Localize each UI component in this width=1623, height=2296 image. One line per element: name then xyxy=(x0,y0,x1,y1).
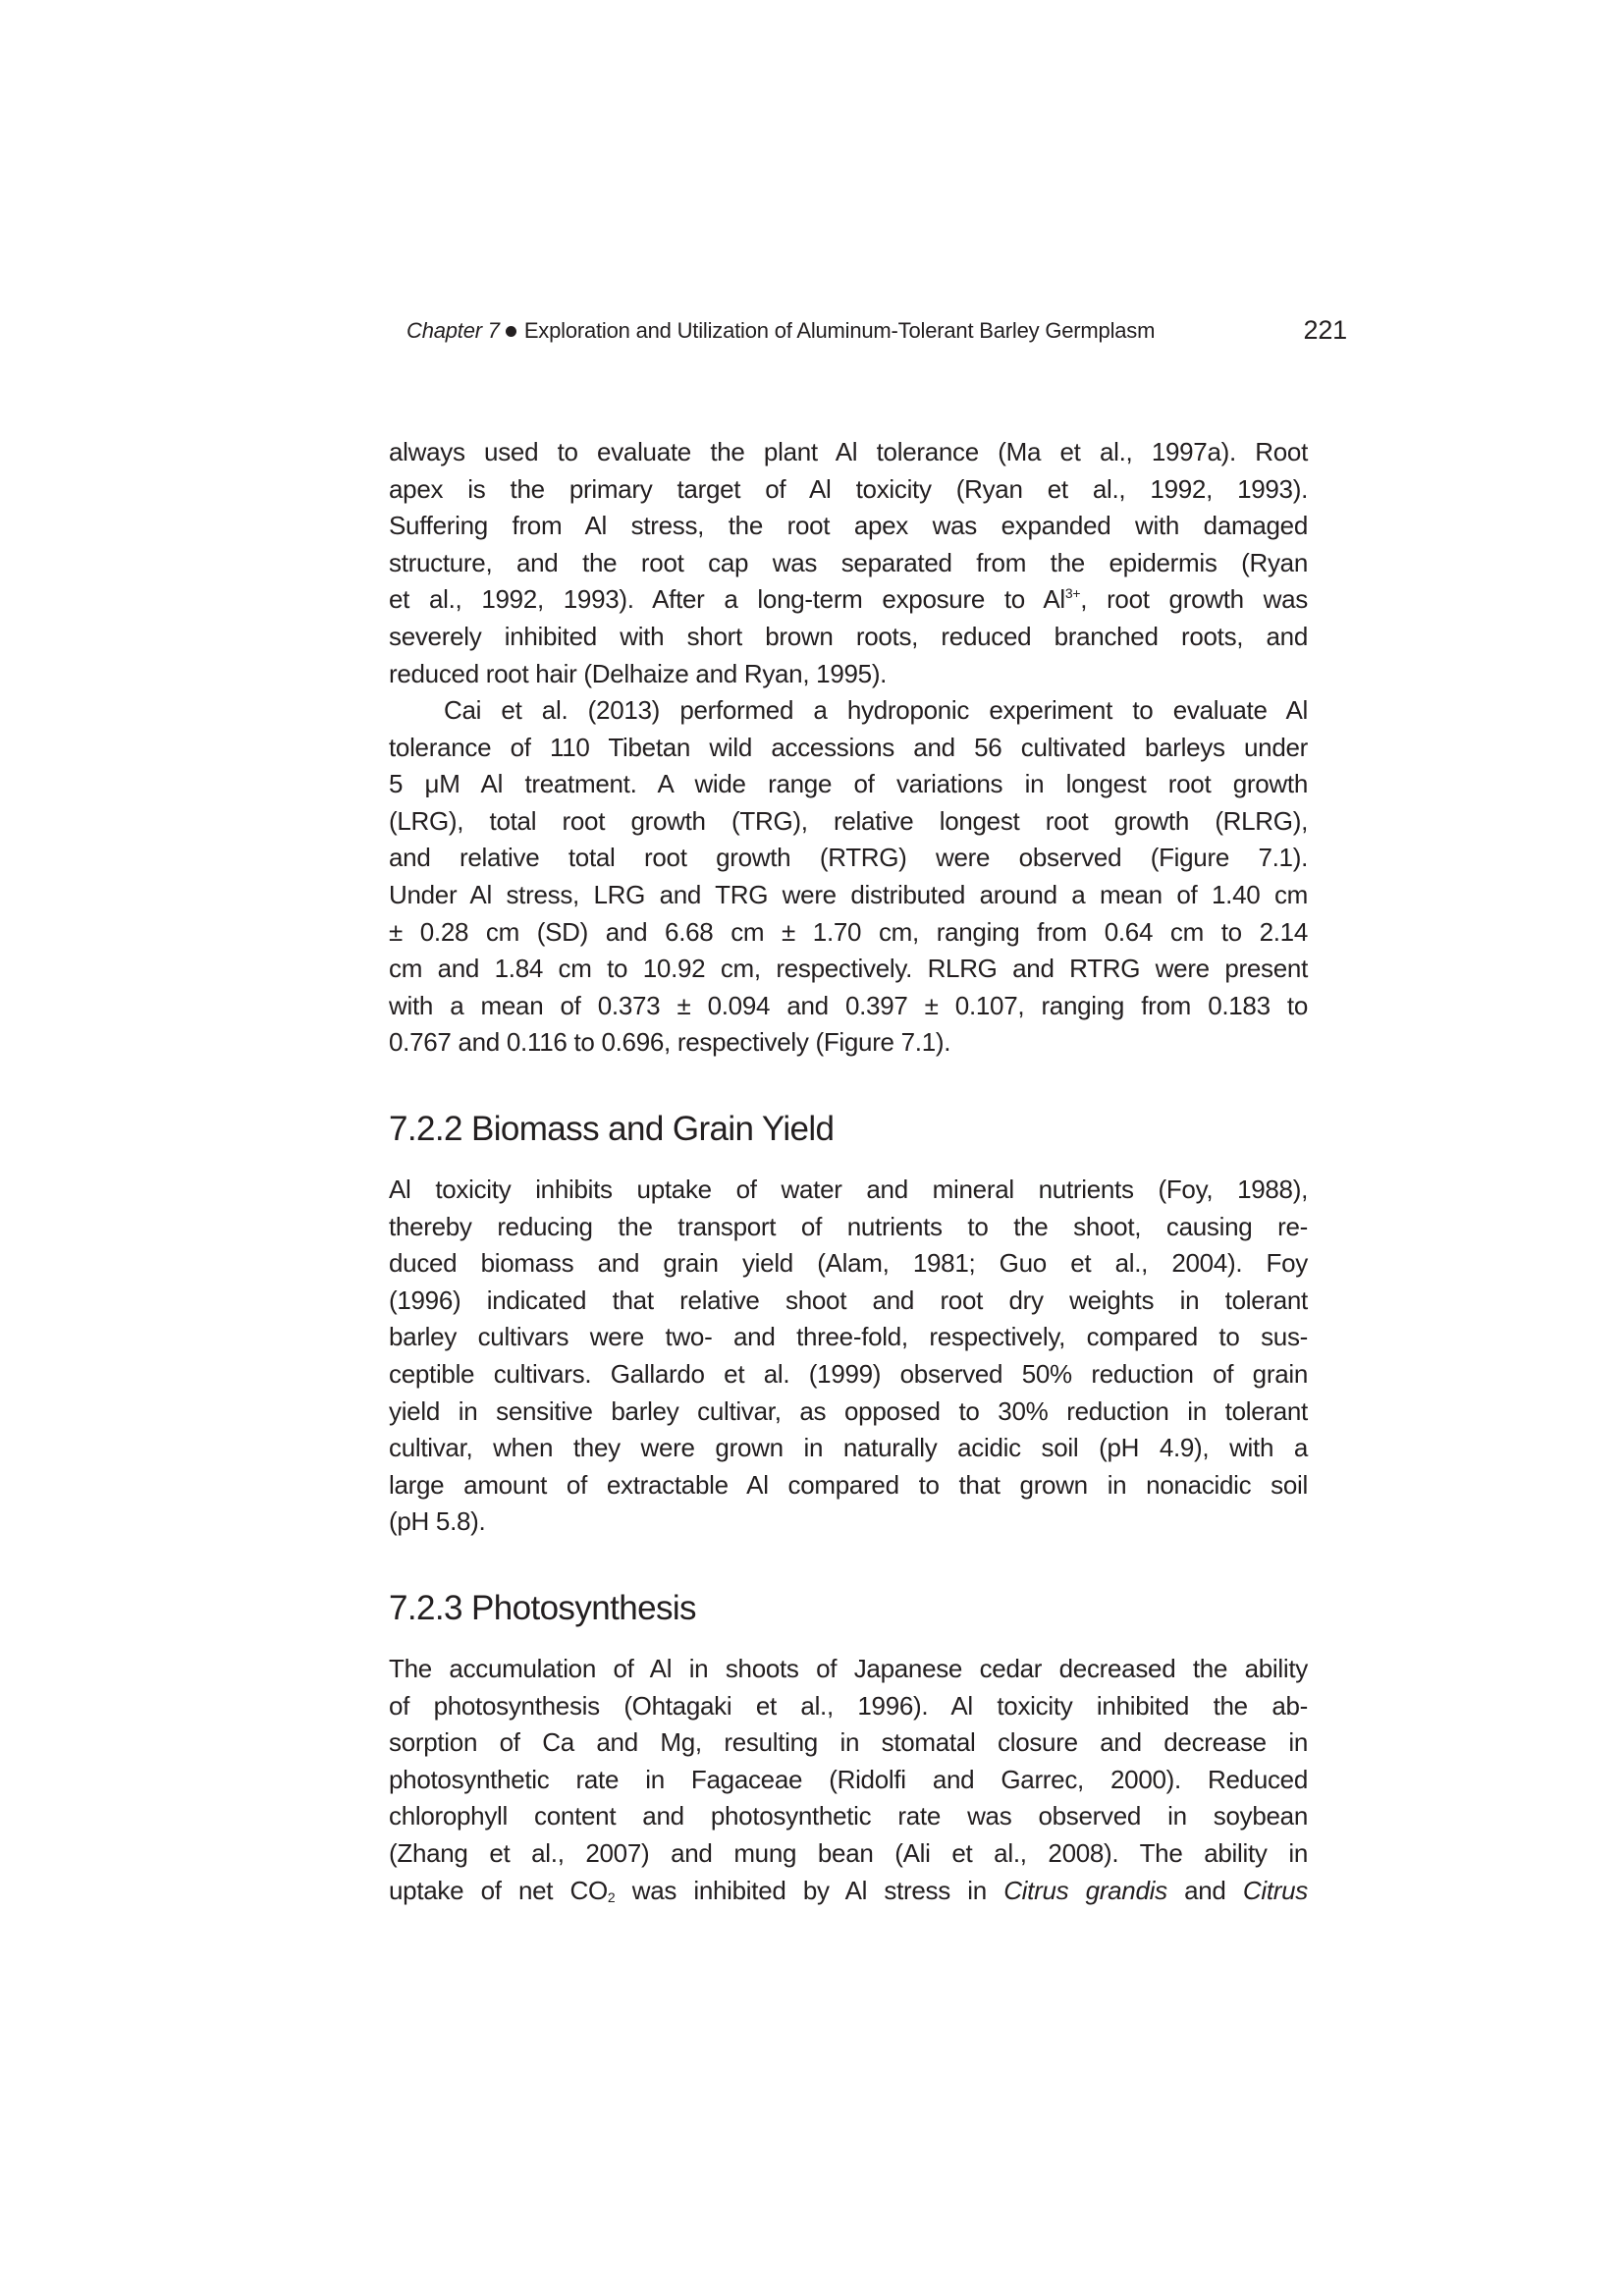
text-line: severely inhibited with short brown roots, reduced branched roots, and xyxy=(389,621,1308,651)
text-line: thereby reducing the transport of nutrients to the shoot, causing re- xyxy=(389,1211,1308,1241)
text-line: (LRG), total root growth (TRG), relative longest root growth (RLRG), xyxy=(389,805,1308,836)
species-name: Citrus grandis xyxy=(1003,1875,1167,1905)
section-heading-7-2-3: 7.2.3 Photosynthesis xyxy=(389,1589,696,1627)
text-line: 0.767 and 0.116 to 0.696, respectively (Figure 7.1). xyxy=(389,1027,951,1058)
text-line: Under Al stress, LRG and TRG were distributed around a mean of 1.40 cm xyxy=(389,879,1308,909)
running-header xyxy=(406,315,1347,352)
species-name: Citrus xyxy=(1242,1875,1309,1905)
text-line: of photosynthesis (Ohtagaki et al., 1996). Al toxicity inhibited the ab- xyxy=(389,1690,1308,1721)
bullet-icon xyxy=(506,326,516,337)
text-line: with a mean of 0.373 ± 0.094 and 0.397 ± 0.107, ranging from 0.183 to xyxy=(389,990,1308,1020)
text-line: large amount of extractable Al compared to that grown in nonacidic soil xyxy=(389,1469,1308,1500)
text-line: structure, and the root cap was separated from the epidermis (Ryan xyxy=(389,547,1308,577)
text-line: chlorophyll content and photosynthetic rate was observed in soybean xyxy=(389,1801,1308,1831)
paragraph-2 xyxy=(389,692,1308,1062)
text-line: ± 0.28 cm (SD) and 6.68 cm ± 1.70 cm, ranging from 0.64 cm to 2.14 xyxy=(389,916,1308,947)
header-title: Exploration and Utilization of Aluminum-Tolerant Barley Germplasm xyxy=(523,318,1156,343)
text-line: ceptible cultivars. Gallardo et al. (1999) observed 50% reduction of grain xyxy=(389,1358,1308,1389)
page-number: 221 xyxy=(1303,315,1347,345)
paragraph-biomass xyxy=(389,1172,1308,1541)
text-line: duced biomass and grain yield (Alam, 1981; Guo et al., 2004). Foy xyxy=(389,1248,1308,1279)
text-line: barley cultivars were two- and three-fold, respectively, compared to sus- xyxy=(389,1322,1308,1352)
paragraph-photosynthesis xyxy=(389,1651,1308,1909)
text-line: Cai et al. (2013) performed a hydroponic experiment to evaluate Al xyxy=(444,695,1308,725)
text-line: Suffering from Al stress, the root apex was expanded with damaged xyxy=(389,511,1308,541)
text-line: (Zhang et al., 2007) and mung bean (Ali et al., 2008). The ability in xyxy=(389,1837,1308,1868)
paragraph-1 xyxy=(389,434,1308,692)
superscript: 3+ xyxy=(1064,585,1081,602)
text-line: (1996) indicated that relative shoot and root dry weights in tolerant xyxy=(389,1285,1308,1315)
text-line: apex is the primary target of Al toxicity (Ryan et al., 1992, 1993). xyxy=(389,473,1308,504)
text-line: et al., 1992, 1993). After a long-term exposure to $Al^{3+}$, root growth was xyxy=(389,584,1309,615)
text-line: reduced root hair (Delhaize and Ryan, 1995). xyxy=(389,658,888,688)
text-line: and relative total root growth (RTRG) were observed (Figure 7.1). xyxy=(389,843,1308,873)
text-line: The accumulation of Al in shoots of Japanese cedar decreased the ability xyxy=(389,1654,1308,1683)
section-heading-7-2-2: 7.2.2 Biomass and Grain Yield xyxy=(389,1110,835,1148)
text-line: photosynthetic rate in Fagaceae (Ridolfi and Garrec, 2000). Reduced xyxy=(389,1764,1308,1794)
text-line: always used to evaluate the plant Al tolerance (Ma et al., 1997a). Root xyxy=(389,437,1308,466)
subscript: 2 xyxy=(607,1888,616,1905)
text-line: sorption of Ca and Mg, resulting in stomatal closure and decrease in xyxy=(389,1727,1308,1758)
text-line: yield in sensitive barley cultivar, as opposed to 30% reduction in tolerant xyxy=(389,1395,1308,1426)
text-line: tolerance of 110 Tibetan wild accessions and 56 cultivated barleys under xyxy=(389,732,1308,762)
text-line: uptake of net $CO_2$ was inhibited by Al stress in Citrus grandis and Citrus xyxy=(389,1875,1309,1905)
text-line: cm and 1.84 cm to 10.92 cm, respectively. RLRG and RTRG were present xyxy=(389,954,1308,984)
text-line: Al toxicity inhibits uptake of water and mineral nutrients (Foy, 1988), xyxy=(389,1175,1308,1204)
text-line: 5 μM Al treatment. A wide range of variations in longest root growth xyxy=(389,769,1308,799)
text-line: cultivar, when they were grown in naturally acidic soil (pH 4.9), with a xyxy=(389,1433,1308,1463)
text-line: (pH 5.8). xyxy=(389,1506,486,1537)
chapter-label: Chapter 7 xyxy=(406,318,500,343)
